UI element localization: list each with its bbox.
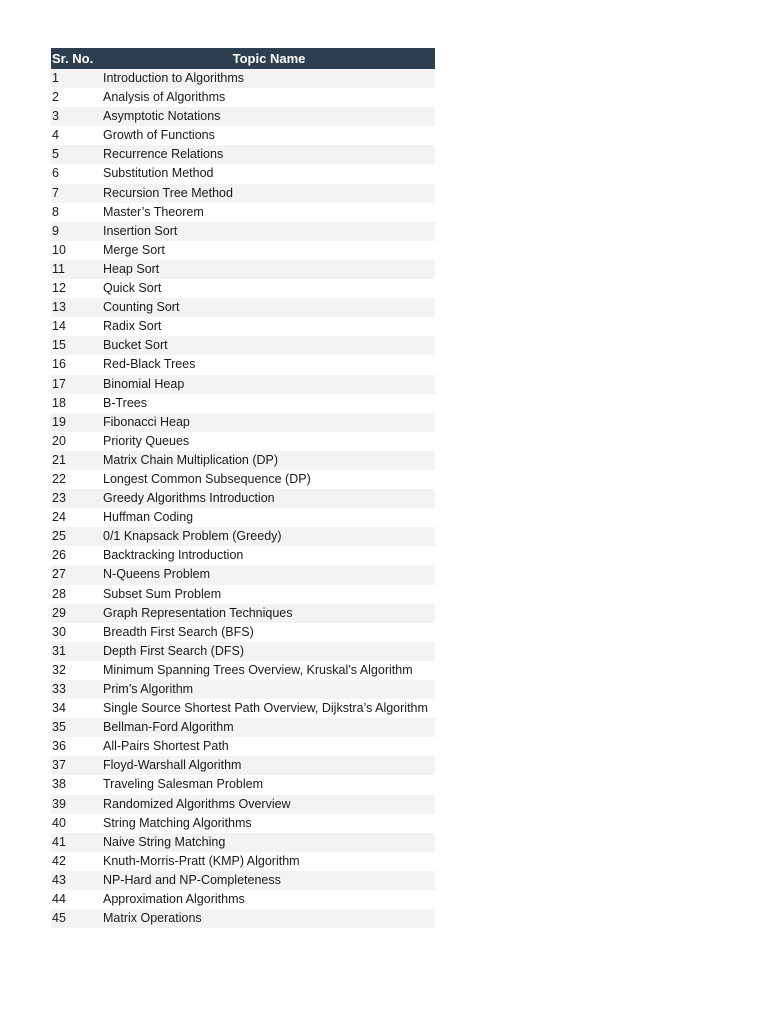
row-sr-no: 16 <box>52 357 66 372</box>
table-row <box>51 775 435 794</box>
row-topic-name: Insertion Sort <box>103 223 178 238</box>
table-row <box>51 413 435 432</box>
row-sr-no: 7 <box>52 185 59 200</box>
table-row <box>51 699 435 718</box>
row-topic-name: String Matching Algorithms <box>103 815 252 830</box>
row-topic-name: Floyd-Warshall Algorithm <box>103 758 242 773</box>
row-sr-no: 44 <box>52 892 66 907</box>
table-row <box>51 489 435 508</box>
row-topic-name: Radix Sort <box>103 319 162 334</box>
row-sr-no: 4 <box>52 128 59 143</box>
row-topic-name: Naive String Matching <box>103 834 226 849</box>
row-sr-no: 12 <box>52 281 66 296</box>
table-row <box>51 909 435 928</box>
row-sr-no: 30 <box>52 624 66 639</box>
row-sr-no: 23 <box>52 491 66 506</box>
row-sr-no: 33 <box>52 682 66 696</box>
table-row <box>51 394 435 413</box>
row-topic-name: Bucket Sort <box>103 338 168 353</box>
row-sr-no: 21 <box>52 452 66 467</box>
row-topic-name: All-Pairs Shortest Path <box>103 739 229 754</box>
row-topic-name: Knuth-Morris-Pratt (KMP) Algorithm <box>103 853 300 868</box>
table-row <box>51 718 435 737</box>
row-topic-name: Minimum Spanning Trees Overview, Kruskal’s Algorithm <box>103 662 413 677</box>
row-sr-no: 39 <box>52 796 66 811</box>
row-sr-no: 32 <box>52 662 66 677</box>
header-topic-name: Topic Name <box>232 51 306 66</box>
table-body <box>51 69 435 928</box>
table-row <box>51 184 435 203</box>
table-row <box>51 814 435 833</box>
row-topic-name: Counting Sort <box>103 300 180 315</box>
row-topic-name: Prim’s Algorithm <box>103 682 194 696</box>
table-row <box>51 145 435 164</box>
table-row <box>51 355 435 374</box>
row-topic-name: Recurrence Relations <box>103 147 224 162</box>
table-row <box>51 508 435 527</box>
topics-sheet <box>51 48 435 928</box>
row-sr-no: 19 <box>52 414 66 429</box>
table-row <box>51 756 435 775</box>
header-row <box>51 48 435 69</box>
table-row <box>51 470 435 489</box>
table-row <box>51 527 435 546</box>
table-row <box>51 317 435 336</box>
row-sr-no: 29 <box>52 605 66 620</box>
row-topic-name: Heap Sort <box>103 261 160 276</box>
row-topic-name: Merge Sort <box>103 242 165 257</box>
topics-table <box>51 48 435 928</box>
row-sr-no: 20 <box>52 433 66 448</box>
row-topic-name: Subset Sum Problem <box>103 586 222 601</box>
row-sr-no: 8 <box>52 204 59 219</box>
row-sr-no: 17 <box>52 376 66 391</box>
row-topic-name: Growth of Functions <box>103 128 215 143</box>
row-sr-no: 40 <box>52 815 66 830</box>
table-row <box>51 795 435 814</box>
row-sr-no: 42 <box>52 853 66 868</box>
row-topic-name: Priority Queues <box>103 433 190 448</box>
table-row <box>51 451 435 470</box>
table-row <box>51 623 435 642</box>
table-row <box>51 585 435 604</box>
row-sr-no: 38 <box>52 777 66 792</box>
row-topic-name: Binomial Heap <box>103 376 185 391</box>
table-row <box>51 565 435 584</box>
row-topic-name: Approximation Algorithms <box>103 892 245 907</box>
row-sr-no: 34 <box>52 701 66 716</box>
row-sr-no: 10 <box>52 242 66 257</box>
row-sr-no: 45 <box>52 911 66 926</box>
table-row <box>51 890 435 909</box>
row-topic-name: Analysis of Algorithms <box>103 90 226 105</box>
row-topic-name: Single Source Shortest Path Overview, Dijkstra’s Algorithm <box>103 701 428 716</box>
row-topic-name: Breadth First Search (BFS) <box>103 624 254 639</box>
row-topic-name: Graph Representation Techniques <box>103 605 293 620</box>
row-topic-name: Greedy Algorithms Introduction <box>103 491 275 506</box>
table-row <box>51 222 435 241</box>
row-topic-name: Recursion Tree Method <box>103 185 233 200</box>
row-topic-name: Quick Sort <box>103 281 162 296</box>
table-row <box>51 432 435 451</box>
table-row <box>51 203 435 222</box>
table-row <box>51 661 435 680</box>
row-topic-name: Substitution Method <box>103 166 214 181</box>
row-topic-name: Bellman-Ford Algorithm <box>103 720 234 735</box>
row-sr-no: 1 <box>52 71 59 85</box>
row-sr-no: 18 <box>52 395 66 410</box>
row-topic-name: Matrix Chain Multiplication (DP) <box>103 452 279 467</box>
table-row <box>51 852 435 871</box>
table-row <box>51 833 435 852</box>
row-topic-name: B-Trees <box>103 395 147 410</box>
table-header <box>51 48 435 69</box>
row-sr-no: 28 <box>52 586 66 601</box>
table-row <box>51 375 435 394</box>
header-sr-no: Sr. No. <box>52 51 94 66</box>
row-sr-no: 35 <box>52 720 66 735</box>
row-sr-no: 5 <box>52 147 59 162</box>
row-sr-no: 22 <box>52 471 66 486</box>
table-row <box>51 164 435 183</box>
row-sr-no: 15 <box>52 338 66 353</box>
table-row <box>51 241 435 260</box>
table-row <box>51 69 435 88</box>
row-topic-name: Red-Black Trees <box>103 357 196 372</box>
row-topic-name: Fibonacci Heap <box>103 414 190 429</box>
table-row <box>51 871 435 890</box>
row-sr-no: 2 <box>52 90 59 105</box>
row-topic-name: Matrix Operations <box>103 911 202 926</box>
table-row <box>51 737 435 756</box>
row-sr-no: 13 <box>52 300 66 315</box>
table-row <box>51 604 435 623</box>
row-sr-no: 43 <box>52 872 66 887</box>
row-topic-name: Randomized Algorithms Overview <box>103 796 291 811</box>
table-row <box>51 336 435 355</box>
row-topic-name: Longest Common Subsequence (DP) <box>103 471 311 486</box>
table-row <box>51 279 435 298</box>
row-sr-no: 6 <box>52 166 59 181</box>
row-sr-no: 3 <box>52 109 59 124</box>
row-sr-no: 9 <box>52 223 59 238</box>
row-sr-no: 31 <box>52 643 66 658</box>
row-sr-no: 24 <box>52 510 66 525</box>
row-sr-no: 27 <box>52 567 66 582</box>
table-row <box>51 680 435 699</box>
row-topic-name: Asymptotic Notations <box>103 109 221 124</box>
table-row <box>51 642 435 661</box>
row-topic-name: N-Queens Problem <box>103 567 210 582</box>
row-topic-name: Introduction to Algorithms <box>103 71 245 85</box>
row-sr-no: 11 <box>52 261 65 276</box>
row-topic-name: Traveling Salesman Problem <box>103 777 264 792</box>
row-sr-no: 25 <box>52 529 66 544</box>
table-row <box>51 298 435 317</box>
table-row <box>51 107 435 126</box>
row-sr-no: 41 <box>52 834 66 849</box>
row-sr-no: 36 <box>52 739 66 754</box>
row-sr-no: 37 <box>52 758 66 773</box>
row-sr-no: 14 <box>52 319 66 334</box>
table-row <box>51 88 435 107</box>
row-topic-name: Master’s Theorem <box>103 204 204 219</box>
row-sr-no: 26 <box>52 548 66 563</box>
row-topic-name: Huffman Coding <box>103 510 194 525</box>
table-row <box>51 126 435 145</box>
table-row <box>51 260 435 279</box>
row-topic-name: NP-Hard and NP-Completeness <box>103 872 281 887</box>
row-topic-name: Backtracking Introduction <box>103 548 244 563</box>
row-topic-name: 0/1 Knapsack Problem (Greedy) <box>103 529 282 544</box>
row-topic-name: Depth First Search (DFS) <box>103 643 245 658</box>
table-row <box>51 546 435 565</box>
